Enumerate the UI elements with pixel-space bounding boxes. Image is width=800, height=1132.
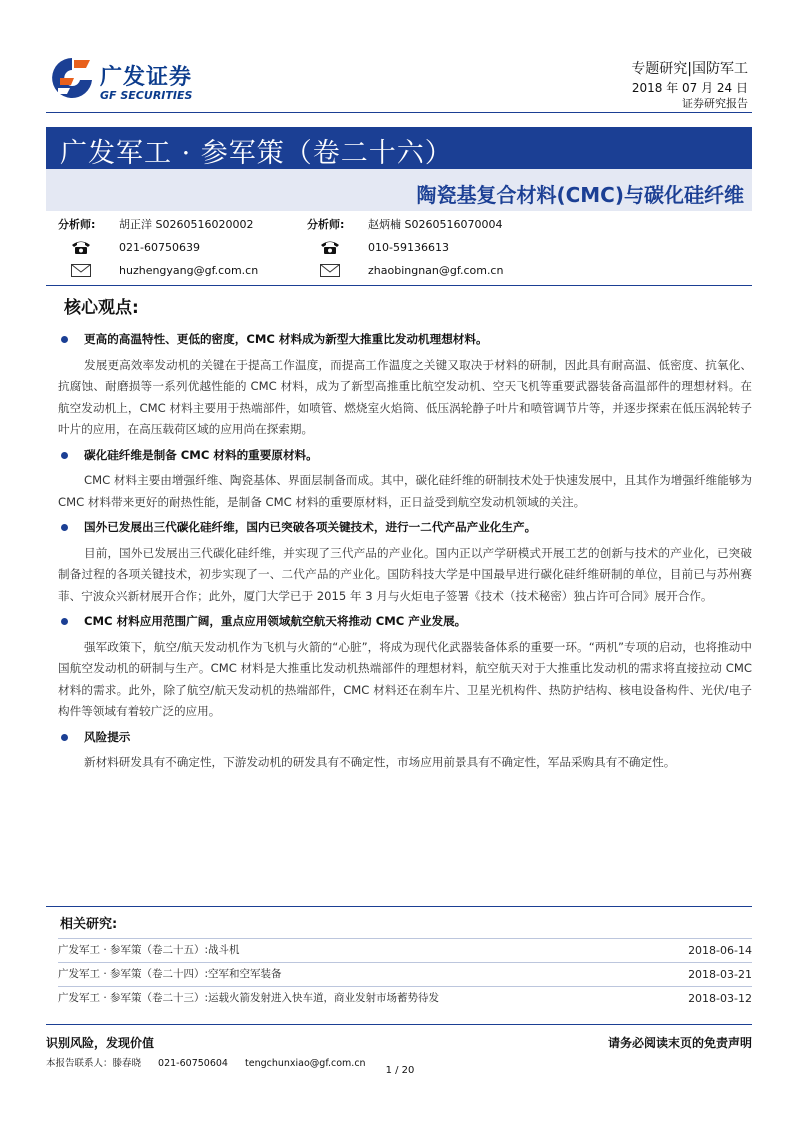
- phone-icon: [319, 239, 341, 255]
- report-title: 广发军工 · 参军策（卷二十六）: [46, 127, 752, 169]
- related-title[interactable]: 广发军工 · 参军策（卷二十三）:运载火箭发射进入快车道，商业发射市场蓄势待发: [58, 992, 440, 1004]
- report-subtitle: 陶瓷基复合材料(CMC)与碳化硅纤维: [46, 169, 752, 211]
- analyst-phone: 021-60750639: [119, 241, 200, 254]
- email-icon: [70, 262, 92, 278]
- header-divider: [46, 112, 752, 113]
- analyst-label: 分析师:: [307, 218, 345, 231]
- disclaimer-notice: 请务必阅读末页的免责声明: [607, 1036, 752, 1050]
- related-item[interactable]: [58, 962, 752, 986]
- logo-english-text: GF SECURITIES: [100, 89, 193, 102]
- report-type: 专题研究|国防军工: [631, 61, 748, 77]
- related-date: 2018-06-14: [688, 944, 752, 957]
- analyst-card: [307, 216, 567, 285]
- email-icon: [319, 262, 341, 278]
- related-date: 2018-03-12: [688, 992, 752, 1005]
- report-date: 2018 年 07 月 24 日: [631, 81, 748, 95]
- bullet-heading: 国外已发展出三代碳化硅纤维，国内已突破各项关键技术，进行一二代产品产业化生产。: [58, 517, 752, 539]
- contact-label: 本报告联系人：滕春晓: [46, 1058, 142, 1069]
- paragraph: 目前，国外已发展出三代碳化硅纤维，并实现了三代产品的产业化。国内正以产学研模式开展工艺的创新与技术的产业化，已突破制备过程的各项关键技术，初步实现了一、二代产品的产业化。国防科技大学是中国最早进行碳化硅纤维研制的单位，目前已与苏州赛菲、宁波众兴新材展开合作；此外，厦门大学已于 2015 年 3 月与火炬电子签署《技术（技术秘密）独占许可合同》展开合作。: [58, 545, 752, 603]
- analyst-name: 胡正洋 S0260516020002: [119, 218, 254, 231]
- company-logo: [50, 56, 210, 104]
- phone-icon: [70, 239, 92, 255]
- analyst-email[interactable]: zhaobingnan@gf.com.cn: [368, 264, 504, 277]
- paragraph: 发展更高效率发动机的关键在于提高工作温度，而提高工作温度之关键又取决于材料的研制，因此具有耐高温、低密度、抗氧化、抗腐蚀、耐磨损等一系列优越性能的 CMC 材料，成为了新型高推重比航空发动机、空天飞机等重要武器装备高温部件的理想材料。在航空发动机上，CMC 材料主要用于热端部件，如喷管、燃烧室火焰筒、低压涡轮静子叶片和喷管调节片等，并逐步探索在低压涡轮转子叶片的应用，在高压载荷区域的应用尚在探索期。: [58, 357, 752, 436]
- contact-email[interactable]: tengchunxiao@gf.com.cn: [245, 1058, 366, 1069]
- report-meta: [631, 60, 748, 111]
- footer-left: [46, 1034, 380, 1069]
- bullet-heading: CMC 材料应用范围广阔，重点应用领域航空航天将推动 CMC 产业发展。: [58, 611, 752, 633]
- paragraph: CMC 材料主要由增强纤维、陶瓷基体、界面层制备而成。其中，碳化硅纤维的研制技术处于快速发展中，且其作为增强纤维能够为 CMC 材料带来更好的耐热性能，是制备 CMC 材料的重要原材料，正日益受到航空发动机领域的关注。: [58, 473, 752, 509]
- gf-logo-icon: [50, 56, 94, 102]
- core-view-heading: 核心观点:: [64, 298, 139, 318]
- bullet-heading: 风险提示: [58, 727, 752, 749]
- logo-chinese-text: 广发证券: [100, 65, 193, 90]
- analyst-email[interactable]: huzhengyang@gf.com.cn: [119, 264, 259, 277]
- footer-divider: [46, 1024, 752, 1025]
- footer-slogan: 识别风险，发现价值: [46, 1036, 155, 1050]
- core-view-body: [58, 329, 752, 778]
- page-number: 1 / 20: [385, 1065, 415, 1076]
- related-item[interactable]: [58, 986, 752, 1010]
- related-date: 2018-03-21: [688, 968, 752, 981]
- related-title[interactable]: 广发军工 · 参军策（卷二十四）:空军和空军装备: [58, 968, 282, 980]
- analyst-name: 赵炳楠 S0260516070004: [368, 218, 503, 231]
- related-title[interactable]: 广发军工 · 参军策（卷二十五）:战斗机: [58, 944, 240, 956]
- analyst-phone: 010-59136613: [368, 241, 449, 254]
- contact-phone: 021-60750604: [158, 1058, 228, 1069]
- related-divider: [46, 906, 752, 907]
- bullet-heading: 更高的高温特性、更低的密度，CMC 材料成为新型大推重比发动机理想材料。: [58, 329, 752, 351]
- report-kind: 证券研究报告: [682, 97, 748, 110]
- analyst-card: [58, 216, 318, 285]
- analyst-divider: [46, 285, 752, 286]
- analyst-label: 分析师:: [58, 218, 96, 231]
- related-heading: 相关研究:: [60, 917, 118, 932]
- related-list: [58, 938, 752, 1010]
- paragraph: 强军政策下，航空/航天发动机作为飞机与火箭的“心脏”，将成为现代化武器装备体系的重要一环。“两机”专项的启动，也将推动中国航空发动机的研制与生产。CMC 材料是大推重比发动机热端部件的理想材料，航空航天对于大推重比发动机的需求将直接拉动 CMC 材料的需求。此外，除了航空/航天发动机的热端部件，CMC 材料还在刹车片、卫星光机构件、热防护结构、核电设备构件、光伏/电子构件等领域有着较广泛的应用。: [58, 639, 752, 718]
- paragraph: 新材料研发具有不确定性，下游发动机的研发具有不确定性，市场应用前景具有不确定性，军品采购具有不确定性。: [84, 755, 676, 769]
- related-item[interactable]: [58, 938, 752, 962]
- bullet-heading: 碳化硅纤维是制备 CMC 材料的重要原材料。: [58, 445, 752, 467]
